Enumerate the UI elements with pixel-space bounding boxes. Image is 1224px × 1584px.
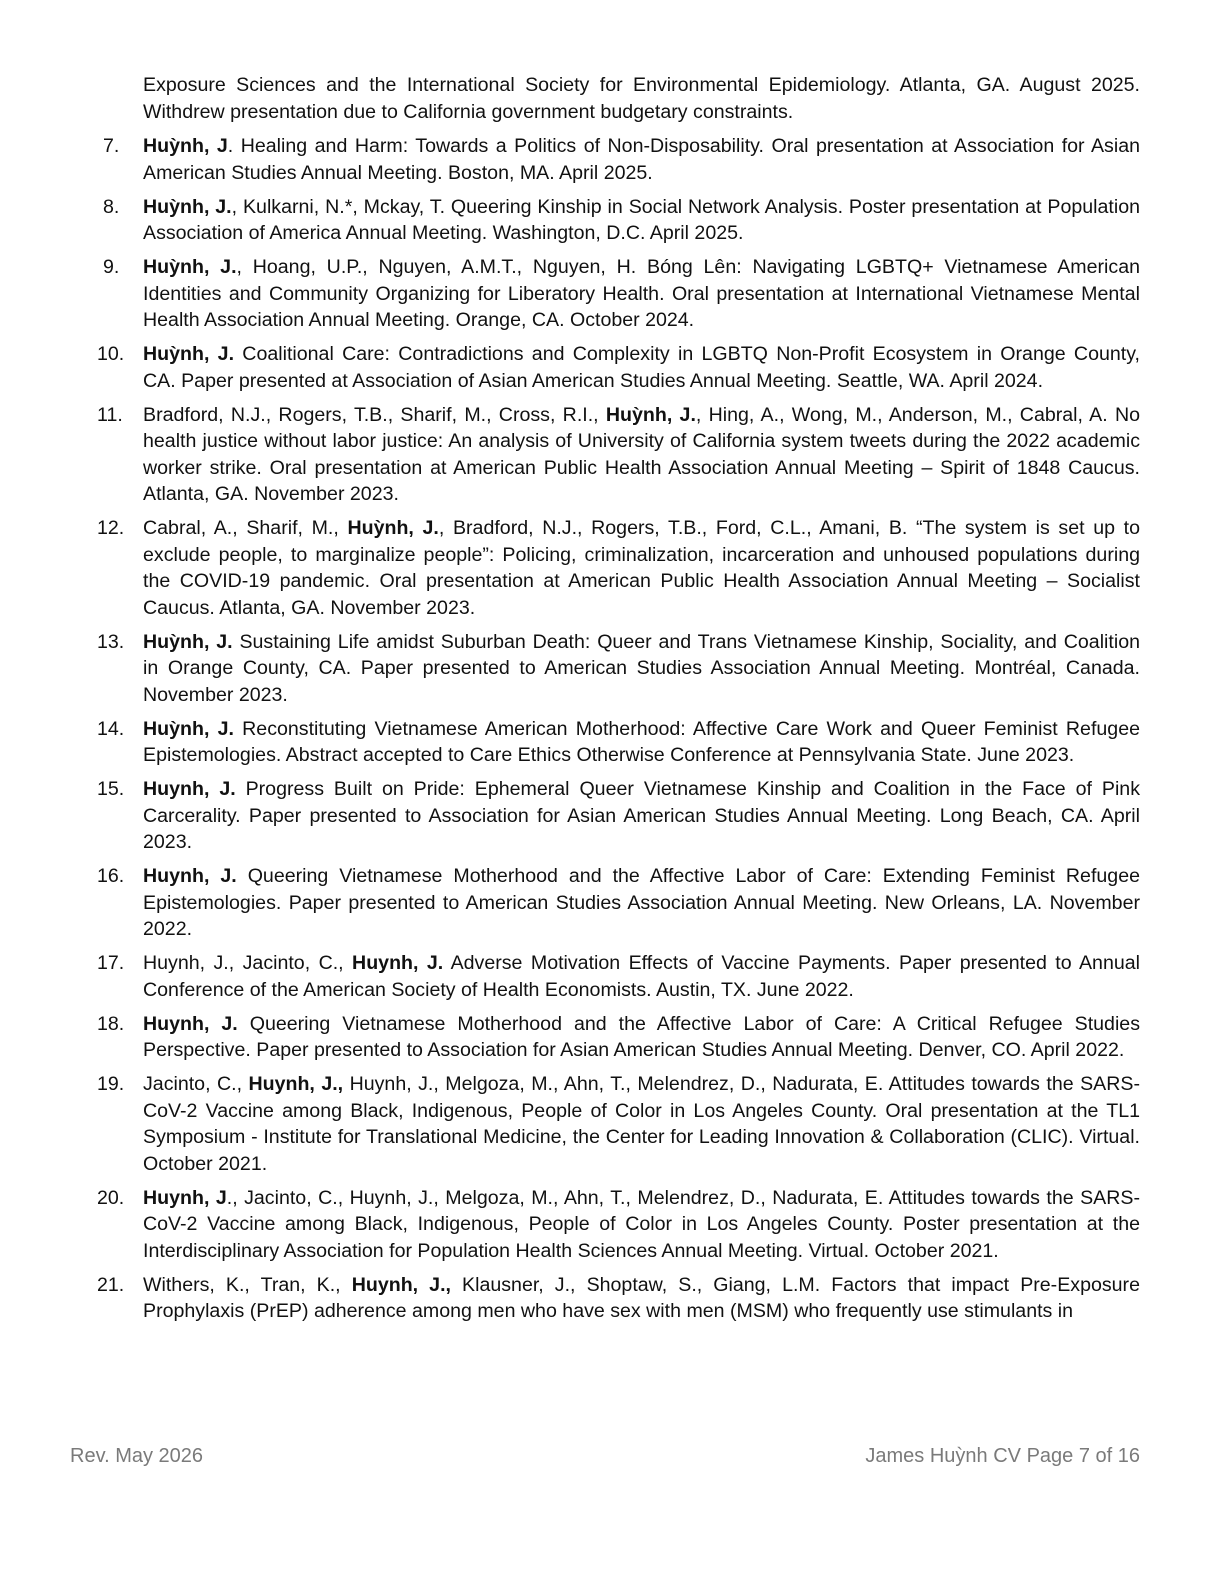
entry-text: Queering Vietnamese Motherhood and the Affective Labor of Care: Extending Feminist Refugee Epistemologies. Paper presented to American Studies Association Annual Meeting. New Orleans, LA. November 2022. [143,865,1140,940]
entry-text: Huynh, J., Jacinto, C., [143,952,353,974]
entry-number: 12. [97,517,125,539]
entry-text: Progress Built on Pride: Ephemeral Queer Vietnamese Kinship and Coalition in the Face of Pink Carcerality. Paper presented to Association for Asian American Studies Annual Meeting. Long Beach, CA. April 2023. [143,778,1141,853]
entry-text: , Hing, A., Wong, M., Anderson, M., Cabral, A. No health justice without labor justice: An analysis of University of California system tweets during the 2022 academic worker strike. Oral presentation at American Public Health Association Annual Meeting – Spirit of 1848 Caucus. Atlanta, GA. November 2023. [143,403,1140,505]
presentation-entry [70,194,1140,247]
presentation-entry [70,629,1140,709]
presentation-entry [70,1071,1140,1177]
author-highlight: Huỳnh, J [143,135,228,157]
page-number: James Huỳnh CV Page 7 of 16 [865,1445,1140,1467]
author-highlight: Huynh, J. [143,778,236,800]
presentation-entry [70,254,1140,334]
entry-number: 19. [97,1073,125,1095]
entry-text: Klausner, J., Shoptaw, S., Giang, L.M. Factors that impact Pre-Exposure Prophylaxis (PrEP) adherence among men who have sex with men (MSM) who frequently use stimulants in [143,1273,1140,1322]
revision-date: Rev. May 2026 [70,1445,204,1467]
author-highlight: Huynh, J. [143,865,237,887]
presentation-entry [70,402,1140,508]
presentation-entry [70,863,1140,943]
author-highlight: Huỳnh, J. [143,630,233,653]
entry-number: 16. [97,865,125,887]
presentation-entry [70,1185,1140,1265]
presentation-entry [70,341,1140,394]
document-body [70,72,1140,1332]
author-highlight: Huỳnh, J. [605,403,696,426]
entry-number: 13. [97,630,125,653]
entry-text: Reconstituting Vietnamese American Motherhood: Affective Care Work and Queer Feminist Refugee Epistemologies. Abstract accepted to Care Ethics Otherwise Conference at Pennsylvania State. June 2023. [143,717,1140,766]
entry-text: Huynh, J., Melgoza, M., Ahn, T., Melendrez, D., Nadurata, E. Attitudes towards the SARS-CoV-2 Vaccine among Black, Indigenous, People of Color in Los Angeles County. Oral presentation at the TL1 Symposium - Institute for Translational Medicine, the Center for Leading Innovation & Collaboration (CLIC). Virtual. October 2021. [143,1073,1140,1175]
continued-entry-text: Exposure Sciences and the International Society for Environmental Epidemiology. Atlanta, GA. August 2025. Withdrew presentation due to California government budgetary constraints. [143,74,1140,123]
presentations-list [70,133,1140,1325]
entry-text: , Kulkarni, N.*, Mckay, T. Queering Kinship in Social Network Analysis. Poster presentation at Population Association of America Annual Meeting. Washington, D.C. April 2025. [143,195,1140,244]
entry-number: 14. [97,717,125,740]
entry-text: , Bradford, N.J., Rogers, T.B., Ford, C.L., Amani, B. “The system is set up to exclude people, to marginalize people”: Policing, criminalization, incarceration and unhoused populations during the COVID-19 pandemic. Oral presentation at American Public Health Association Annual Meeting – Socialist Caucus. Atlanta, GA. November 2023. [143,517,1141,619]
entry-number: 18. [97,1012,125,1035]
entry-text: , Hoang, U.P., Nguyen, A.M.T., Nguyen, H. Bóng Lên: Navigating LGBTQ+ Vietnamese American Identities and Community Organizing for Liberatory Health. Oral presentation at International Vietnamese Mental Health Association Annual Meeting. Orange, CA. October 2024. [143,256,1140,331]
entry-text: . Healing and Harm: Towards a Politics of Non-Disposability. Oral presentation at Association for Asian American Studies Annual Meeting. Boston, MA. April 2025. [143,135,1141,184]
author-highlight: Huynh, J. [352,952,444,974]
entry-text: Bradford, N.J., Rogers, T.B., Sharif, M., Cross, R.I., [143,403,606,426]
author-highlight: Huỳnh, J. [143,195,232,218]
entry-number: 15. [97,778,125,800]
presentation-entry [70,515,1140,621]
entry-text: Adverse Motivation Effects of Vaccine Payments. Paper presented to Annual Conference of the American Society of Health Economists. Austin, TX. June 2022. [143,952,1140,1001]
entry-number: 11. [97,403,123,426]
presentation-entry [70,1011,1140,1064]
entry-number: 9. [103,256,120,278]
author-highlight: Huỳnh, J. [143,717,234,740]
entry-number: 7. [103,135,120,157]
entry-number: 20. [97,1186,125,1209]
author-highlight: Huynh, J., [351,1273,451,1296]
author-highlight: Huynh, J. [143,1012,238,1035]
presentation-entry [70,1272,1140,1325]
presentation-entry [70,776,1140,856]
presentation-entry [70,716,1140,769]
presentation-entry [70,950,1140,1003]
entry-text: ., Jacinto, C., Huynh, J., Melgoza, M., Ahn, T., Melendrez, D., Nadurata, E. Attitudes towards the SARS-CoV-2 Vaccine among Black, Indigenous, People of Color in Los Angeles County. Poster presentation at the Interdisciplinary Association for Population Health Sciences Annual Meeting. Virtual. October 2021. [143,1186,1140,1262]
author-highlight: Huỳnh, J. [347,517,439,539]
entry-number: 10. [97,343,125,365]
entry-text: Withers, K., Tran, K., [143,1273,352,1296]
entry-text: Coalitional Care: Contradictions and Complexity in LGBTQ Non-Profit Ecosystem in Orange County, CA. Paper presented at Association of Asian American Studies Annual Meeting. Seattle, WA. April 2024. [143,343,1141,392]
entry-text: Cabral, A., Sharif, M., [143,517,348,539]
entry-number: 8. [103,195,120,218]
author-highlight: Huỳnh, J. [143,343,235,365]
author-highlight: Huynh, J [143,1186,227,1209]
author-highlight: Huỳnh, J. [143,256,237,278]
entry-text: Jacinto, C., [143,1073,249,1095]
entry-number: 17. [97,952,125,974]
entry-text: Queering Vietnamese Motherhood and the Affective Labor of Care: A Critical Refugee Studies Perspective. Paper presented to Association for Asian American Studies Annual Meeting. Denver, CO. April 2022. [143,1012,1141,1061]
entry-number: 21. [97,1273,125,1296]
author-highlight: Huynh, J., [248,1073,344,1095]
entry-text: Sustaining Life amidst Suburban Death: Queer and Trans Vietnamese Kinship, Sociality, and Coalition in Orange County, CA. Paper presented to American Studies Association Annual Meeting. Montréal, Canada. November 2023. [143,630,1140,706]
presentation-entry [70,133,1140,186]
